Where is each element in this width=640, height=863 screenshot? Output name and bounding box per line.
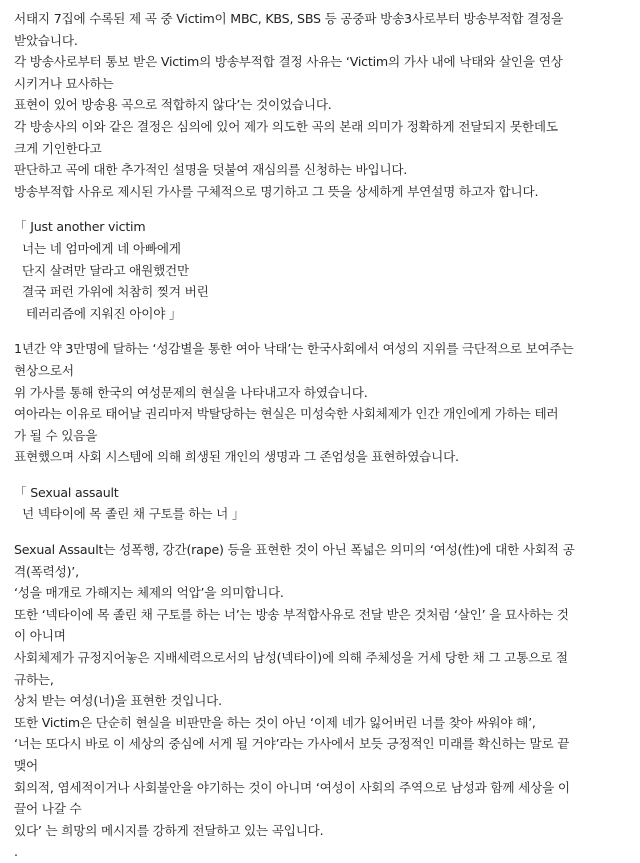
text-line: 맺어: [14, 758, 38, 773]
text-line: 크게 기인한다고: [14, 140, 102, 156]
lyric-line: 테러리즘에 지워진 아이야 」: [26, 305, 182, 321]
text-line: 가 될 수 있음을: [14, 427, 98, 443]
lyric-line: 결국 퍼런 가위에 처참히 찢겨 버린: [22, 284, 209, 300]
text-line: 각 방송사의 이와 같은 결정은 심의에 있어 제가 의도한 곡의 본래 의미가 정확하게 전달되지 못한데도: [14, 118, 558, 134]
text-line: 위 가사를 통해 한국의 여성문제의 현실을 나타내고자 하였습니다.: [14, 384, 368, 400]
paragraph-explanation-1: [14, 338, 632, 468]
text-line: Sexual Assault는 성폭행, 강간(rape) 등을 표현한 것이 아닌 폭넓은 의미의 ‘여성(性)에 대한 사회적 공: [14, 542, 575, 558]
text-line: 끌어 나갈 수: [14, 801, 82, 817]
paragraph-intro: [14, 8, 632, 202]
text-line: 있다’ 는 희망의 메시지를 강하게 전달하고 있는 곡입니다.: [14, 822, 324, 838]
spacer: [14, 525, 632, 539]
lyric-line: 「 Sexual assault: [14, 484, 119, 500]
text-line: 방송부적합 사유로 제시된 가사를 구체적으로 명기하고 그 뜻을 상세하게 부연설명 하고자 합니다.: [14, 183, 539, 199]
text-line: 1년간 약 3만명에 달하는 ‘성감별을 통한 여아 낙태’는 한국사회에서 여성의 지위를 극단적으로 보여주는: [14, 341, 574, 357]
text-line: 여아라는 이유로 태어날 권리마저 박탈당하는 현실은 미성숙한 사회체제가 인간 개인에게 가하는 테러: [14, 406, 559, 422]
text-line: 받았습니다.: [14, 32, 78, 48]
lyrics-quote-victim: [14, 216, 632, 324]
lyric-line: 「 Just another victim: [14, 219, 146, 235]
paragraph-explanation-2: [14, 539, 632, 863]
text-line: 현상으로서: [14, 362, 74, 378]
spacer: [14, 202, 632, 216]
text-line: 사회체제가 규정지어놓은 지배세력으로서의 남성(넥타이)에 의해 주체성을 거세 당한 채 그 고통으로 절: [14, 650, 568, 666]
spacer: [14, 468, 632, 482]
text-line: 상처 받는 여성(너)을 표현한 것입니다.: [14, 693, 222, 709]
text-line: 규하는,: [14, 671, 54, 687]
text-line: 회의적, 염세적이거나 사회불안을 야기하는 것이 아니며 ‘여성이 사회의 주역으로 남성과 함께 세상을 이: [14, 779, 570, 795]
text-line: 표현했으며 사회 시스템에 의해 희생된 개인의 생명과 그 존엄성을 표현하였습니다.: [14, 449, 459, 465]
lyric-line: 단지 살려만 달라고 애원했건만: [22, 262, 189, 278]
text-line: ‘너는 또다시 바로 이 세상의 중심에 서게 될 거야’라는 가사에서 보듯 긍정적인 미래를 확신하는 말로 끝: [14, 736, 570, 752]
text-line: 이 아니며: [14, 628, 66, 644]
lyric-line: 너는 네 엄마에게 네 아빠에게: [22, 240, 181, 256]
text-line: ‘성을 매개로 가해지는 체제의 억압’을 의미합니다.: [14, 585, 284, 601]
lyric-line: 넌 넥타이에 목 졸린 채 구토를 하는 너 」: [22, 506, 245, 522]
lyrics-quote-assault: [14, 482, 632, 525]
text-line: 판단하고 곡에 대한 추가적인 설명을 덧붙여 재심의를 신청하는 바입니다.: [14, 162, 408, 178]
text-line: 시키거나 묘사하는: [14, 75, 114, 91]
text-line: 격(폭력성)’,: [14, 563, 79, 579]
spacer: [14, 324, 632, 338]
text-line: .: [14, 844, 18, 860]
text-line: 또한 ‘넥타이에 목 졸린 채 구토를 하는 너’는 방송 부적합사유로 전달 받은 것처럼 ‘살인’ 을 묘사하는 것: [14, 606, 569, 622]
text-line: 표현이 있어 방송용 곡으로 적합하지 않다’는 것이었습니다.: [14, 97, 332, 113]
text-line: 서태지 7집에 수록된 제 곡 중 Victim이 MBC, KBS, SBS 등 공중파 방송3사로부터 방송부적합 결정을: [14, 11, 564, 26]
text-line: 각 방송사로부터 통보 받은 Victim의 방송부적합 결정 사유는 ‘Victim의 가사 내에 낙태와 살인을 연상: [14, 54, 563, 70]
text-line: 또한 Victim은 단순히 현실을 비판만을 하는 것이 아닌 ‘이제 네가 잃어버린 너를 찾아 싸워야 해’,: [14, 714, 536, 730]
document-body: [14, 8, 632, 863]
